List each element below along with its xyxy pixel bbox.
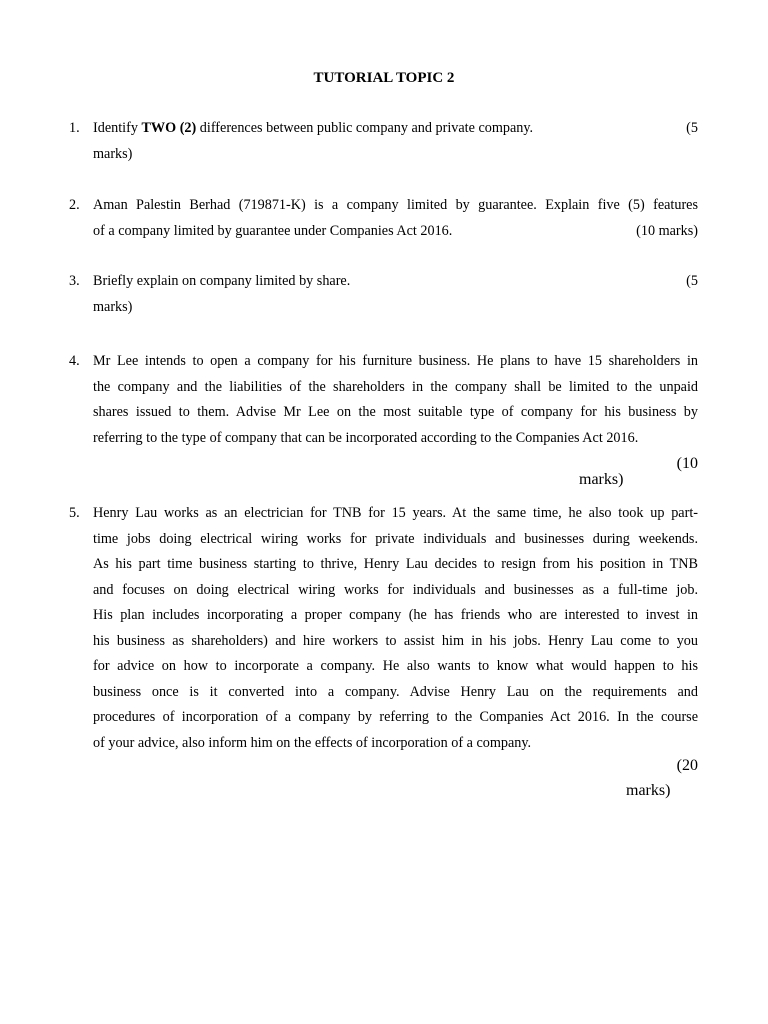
question-line: As his part time business starting to thrive, Henry Lau decides to resign from his position in TNB <box>93 556 698 572</box>
question-text: of a company limited by guarantee under Companies Act 2016. <box>93 222 453 239</box>
marks-open: (5 <box>686 273 698 289</box>
question-line: His plan includes incorporating a proper company (he has friends who are interested to invest in <box>93 607 698 623</box>
question-line: his business as shareholders) and hire workers to assist him in his jobs. Henry Lau come to you <box>93 632 698 649</box>
question-emphasis: TWO (2) <box>141 120 197 136</box>
marks-open: (5 <box>686 120 698 136</box>
document-title: TUTORIAL TOPIC 2 <box>313 70 455 86</box>
question-number: 5. <box>69 505 80 521</box>
question-line: the company and the liabilities of the shareholders in the company shall be limited to the unpaid <box>93 378 698 395</box>
question-line <box>93 269 698 295</box>
question-text: Identify TWO (2) differences between public company and private company. <box>93 120 534 136</box>
marks: (10 marks) <box>636 222 698 239</box>
question-text: Briefly explain on company limited by share. <box>93 273 351 289</box>
question-line: time jobs doing electrical wiring works for private individuals and businesses during weekends. <box>93 530 698 547</box>
marks-close: marks) <box>579 471 624 488</box>
marks-open: (10 <box>676 455 698 472</box>
question-number: 4. <box>69 353 80 369</box>
question-line: Mr Lee intends to open a company for his furniture business. He plans to have 15 shareholders in <box>93 353 698 369</box>
question-line: of your advice, also inform him on the effects of incorporation of a company. <box>93 734 532 751</box>
question-line: Aman Palestin Berhad (719871-K) is a company limited by guarantee. Explain five (5) features <box>93 197 698 213</box>
marks-close: marks) <box>93 298 133 315</box>
question-line: Henry Lau works as an electrician for TNB for 15 years. At the same time, he also took up part- <box>93 505 698 521</box>
question-line: business once is it converted into a company. Advise Henry Lau on the requirements and <box>93 683 698 700</box>
question-line: for advice on how to incorporate a company. He also wants to know what would happen to his <box>93 658 698 674</box>
marks-open: (20 <box>676 757 698 774</box>
question-line: shares issued to them. Advise Mr Lee on the most suitable type of company for his business by <box>93 404 698 420</box>
question-line: and focuses on doing electrical wiring works for individuals and businesses as a full-time job. <box>93 581 698 598</box>
question-number: 3. <box>69 273 80 289</box>
question-line <box>93 116 698 142</box>
question-line <box>93 219 698 245</box>
marks-close: marks) <box>626 782 671 799</box>
question-number: 1. <box>69 120 80 136</box>
marks-close: marks) <box>93 145 133 162</box>
question-line: referring to the type of company that can be incorporated according to the Companies Act 2016. <box>93 429 639 446</box>
question-line: procedures of incorporation of a company by referring to the Companies Act 2016. In the course <box>93 709 698 725</box>
question-number: 2. <box>69 197 80 213</box>
